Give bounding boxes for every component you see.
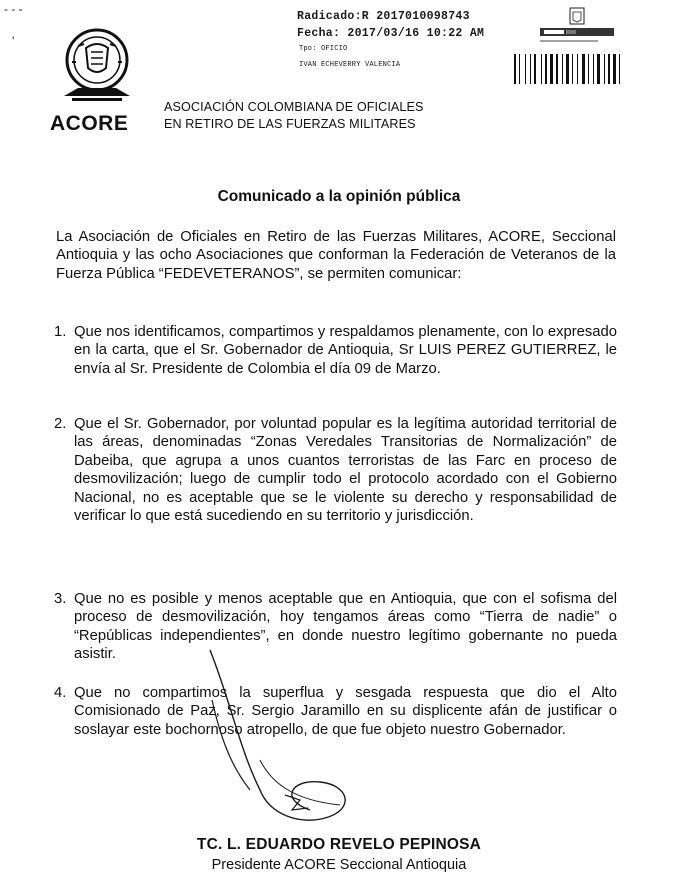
list-item (54, 415, 617, 525)
barcode-bar (577, 54, 578, 84)
barcode (512, 52, 642, 86)
barcode-bar (545, 54, 547, 84)
barcode-bar (562, 54, 563, 84)
org-name-line2: EN RETIRO DE LAS FUERZAS MILITARES (164, 117, 416, 131)
stamp-persona: IVAN ECHEVERRY VALENCIA (299, 61, 401, 69)
barcode-bar (514, 54, 516, 84)
list-item-number: 2. (54, 416, 67, 432)
barcode-bar (608, 54, 610, 84)
barcode-bar (593, 54, 594, 84)
barcode-bar (550, 54, 553, 84)
barcode-bar (566, 54, 569, 84)
signatory-name: TC. L. EDUARDO REVELO PEPINOSA (196, 836, 482, 853)
stamp-tipo: Tpo: OFICIO (299, 45, 348, 53)
list-item-text: Que no es posible y menos aceptable que en Antioquia, que con el sofisma del proceso de desmovilización, hoy tengamos áreas como “Tierra de nadie” o “Repúblicas independientes”, en donde nuestro legítimo gobernante no pueda asistir. (74, 591, 617, 663)
intro-paragraph (56, 228, 616, 283)
list-item-number: 4. (54, 685, 67, 701)
barcode-bar (588, 54, 589, 84)
barcode-bar (556, 54, 558, 84)
stamp-fecha: Fecha: 2017/03/16 10:22 AM (297, 27, 485, 40)
signatory-position: Presidente ACORE Seccional Antioquia (211, 857, 467, 873)
document-title: Comunicado a la opinión pública (217, 188, 461, 205)
barcode-bar (541, 54, 542, 84)
barcode-bar (530, 54, 531, 84)
barcode-bar (582, 54, 585, 84)
list-item-number: 3. (54, 591, 67, 607)
list-item-number: 1. (54, 324, 67, 340)
margin-dot: ' (12, 34, 15, 48)
list-item-text: Que el Sr. Gobernador, por voluntad popular es la legítima autoridad territorial de las áreas, denominadas “Zonas Veredales Transitorias de Normalización” de Dabeiba, que agrupa a unos cuantos terroristas de las Farc en proceso de desmovilización; luego de cumplir todo el protocolo acordado con el Gobierno Nacional, no es aceptable que se le violente su derecho y responsabilidad de verificar lo que está sucediendo en su territorio y jurisdicción. (74, 416, 617, 525)
handwritten-signature (190, 640, 390, 840)
barcode-bar (604, 54, 605, 84)
barcode-bar (525, 54, 526, 84)
barcode-bar (519, 54, 520, 84)
stamp-radicado: Radicado:R 2017010098743 (297, 10, 470, 23)
barcode-bar (534, 54, 536, 84)
barcode-bar (619, 54, 620, 84)
margin-mark: ‑ ‑ ‑ (4, 2, 23, 16)
barcode-bar (572, 54, 573, 84)
acore-emblem-icon (58, 22, 136, 106)
org-name-line1: ASOCIACIÓN COLOMBIANA DE OFICIALES (164, 100, 424, 114)
list-item-text: Que nos identificamos, compartimos y respaldamos plenamente, con lo expresado en la carta, que el Sr. Gobernador de Antioquia, Sr LUIS PEREZ GUTIERREZ, le envía al Sr. Presidente de Colombia el día 09 de Marzo. (74, 324, 617, 377)
intro-text: La Asociación de Oficiales en Retiro de las Fuerzas Militares, ACORE, Seccional Antioquia y las ocho Asociaciones que conforman la Federación de Veteranos de la Fuerza Pública “FEDEVETERANOS”, se permiten comunicar: (56, 229, 616, 282)
government-seal-icon (538, 6, 638, 46)
list-item-text: Que no compartimos la superflua y sesgada respuesta que dio el Alto Comisionado de Paz, Sr. Sergio Jaramillo en su displicente afán de justificar o soslayar este bochornoso atropello, de que fue objeto nuestro Gobernador. (74, 685, 617, 738)
logo-text: ACORE (50, 112, 129, 135)
barcode-bar (613, 54, 616, 84)
list-item (54, 323, 617, 378)
barcode-bar (597, 54, 600, 84)
